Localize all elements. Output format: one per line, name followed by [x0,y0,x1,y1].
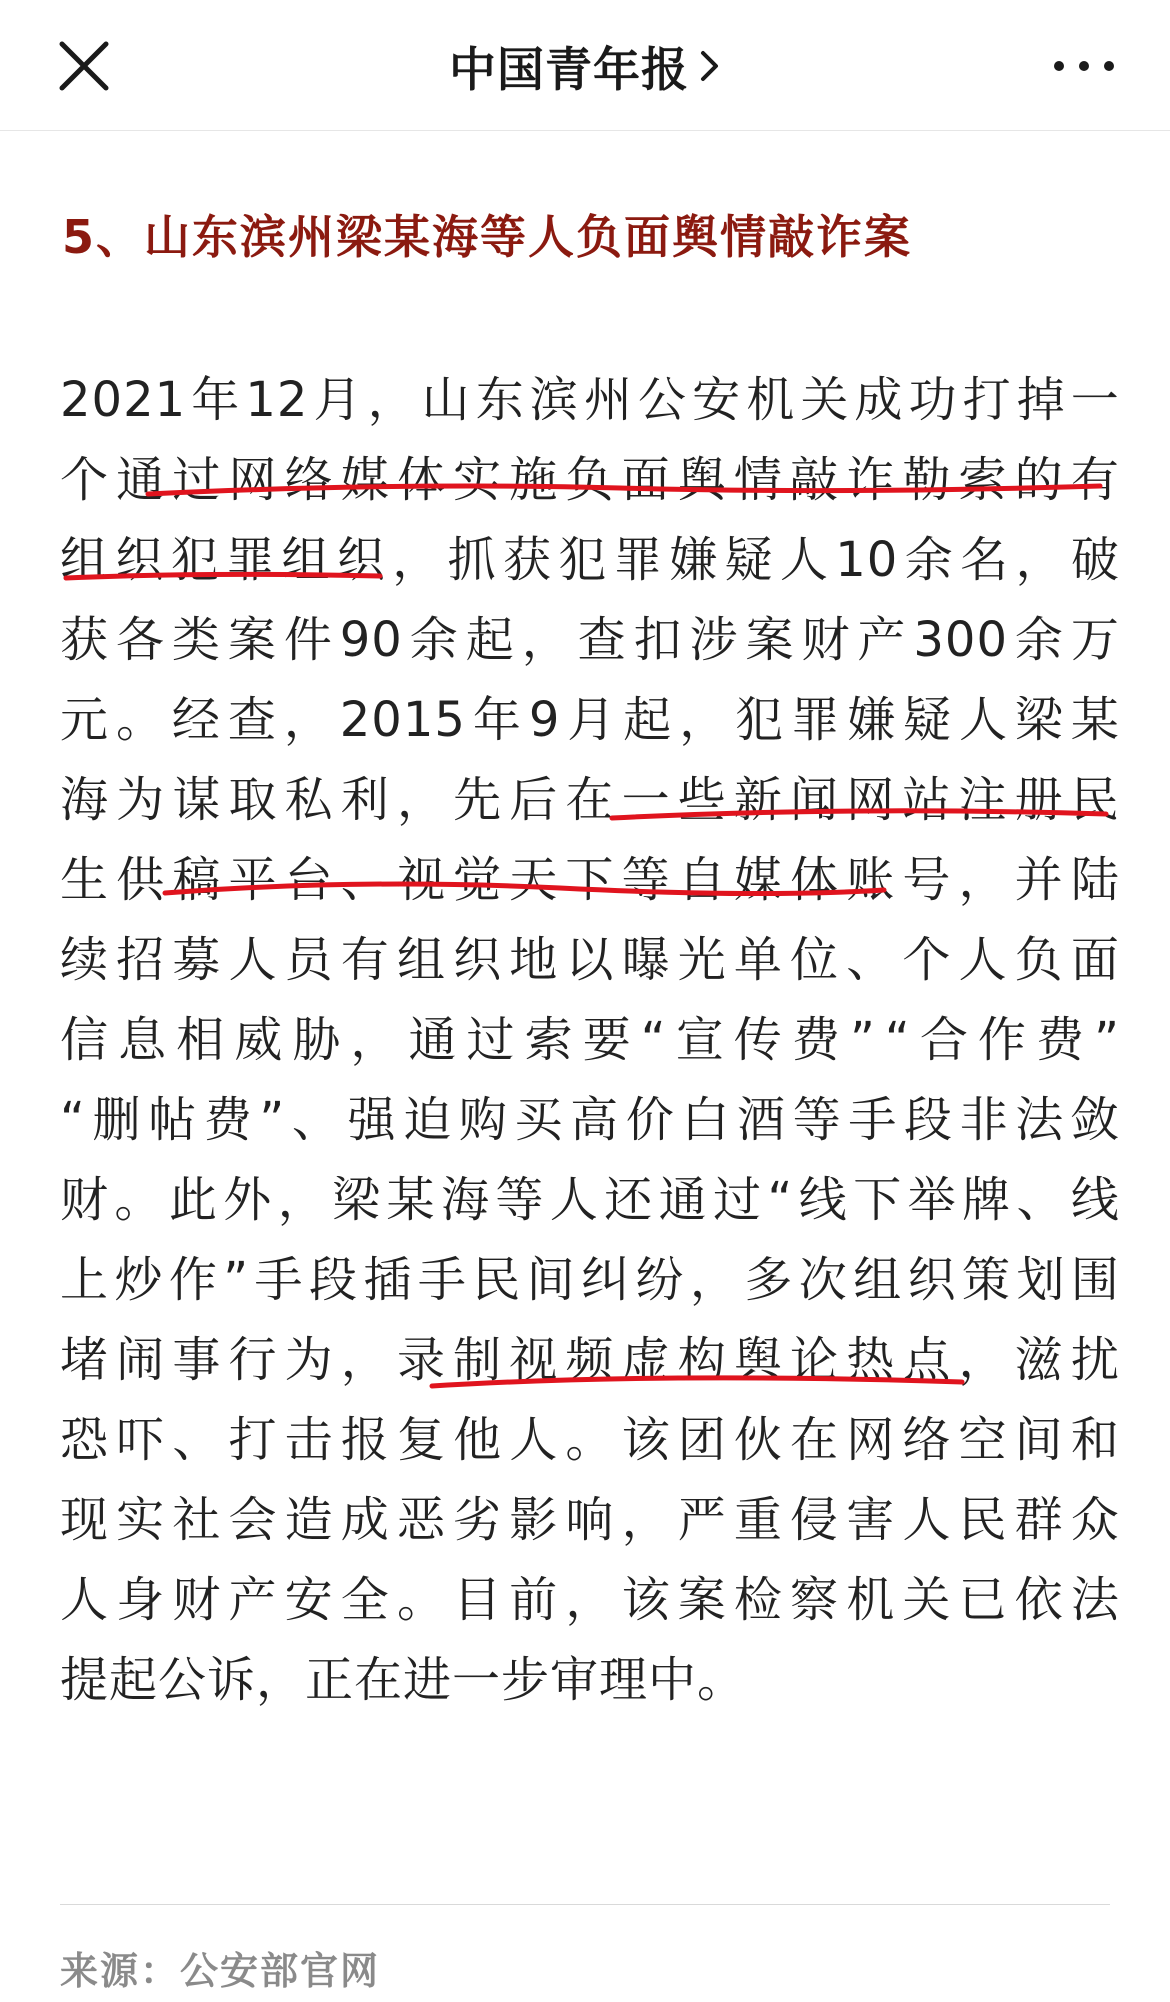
article-line: 获 各 类 案 件 90 余 起 ， 查 扣 涉 案 财 产 300 余 万 [60,612,1120,668]
article-line: 提起公诉，正在进一步审理中。 [60,1652,747,1708]
article-line: 堵 闹 事 行 为 ， 录 制 视 频 虚 构 舆 论 热 点 ， 滋 扰 [60,1332,1120,1388]
top-nav-bar [0,0,1170,131]
article-line: 上 炒 作 ” 手 段 插 手 民 间 纠 纷 ， 多 次 组 织 策 划 围 [60,1252,1120,1308]
article-line: “ 删 帖 费 ” 、 强 迫 购 买 高 价 白 酒 等 手 段 非 法 敛 [60,1092,1120,1148]
article-line: 财 。 此 外 ， 梁 某 海 等 人 还 通 过 “ 线 下 举 牌 、 线 [60,1172,1120,1228]
account-title: 中国青年报 [449,42,689,98]
article-line: 续 招 募 人 员 有 组 织 地 以 曝 光 单 位 、 个 人 负 面 [60,932,1120,988]
article-line: 恐 吓 、 打 击 报 复 他 人 。 该 团 伙 在 网 络 空 间 和 [60,1412,1120,1468]
more-button[interactable] [1054,46,1114,86]
article-line: 生 供 稿 平 台 、 视 觉 天 下 等 自 媒 体 账 号 ， 并 陆 [60,852,1120,908]
more-dot [1079,61,1089,71]
article-body [60,360,1120,1720]
account-title-link[interactable] [0,34,1170,98]
source-credit: 来源：公安部官网 [60,1949,381,1993]
footer-divider [60,1904,1110,1905]
article-line: 个 通 过 网 络 媒 体 实 施 负 面 舆 情 敲 诈 勒 索 的 有 [60,452,1120,508]
section-heading: 5、山东滨州梁某海等人负面舆情敲诈案 [62,210,913,264]
article-line: 海 为 谋 取 私 利 ， 先 后 在 一 些 新 闻 网 站 注 册 民 [60,772,1120,828]
more-dots-icon [1054,61,1064,71]
article-line: 信 息 相 威 胁 ， 通 过 索 要 “ 宣 传 费 ” “ 合 作 费 ” [60,1012,1120,1068]
article-line: 现 实 社 会 造 成 恶 劣 影 响 ， 严 重 侵 害 人 民 群 众 [60,1492,1120,1548]
article-line: 2021 年 12 月 ， 山 东 滨 州 公 安 机 关 成 功 打 掉 一 [60,372,1120,428]
article-line: 元 。 经 查 ， 2015 年 9 月 起 ， 犯 罪 嫌 疑 人 梁 某 [60,692,1120,748]
article-line: 人 身 财 产 安 全 。 目 前 ， 该 案 检 察 机 关 已 依 法 [60,1572,1120,1628]
chevron-right-icon [699,49,721,83]
more-dot [1104,61,1114,71]
article-line: 组 织 犯 罪 组 织 ， 抓 获 犯 罪 嫌 疑 人 10 余 名 ， 破 [60,532,1120,588]
